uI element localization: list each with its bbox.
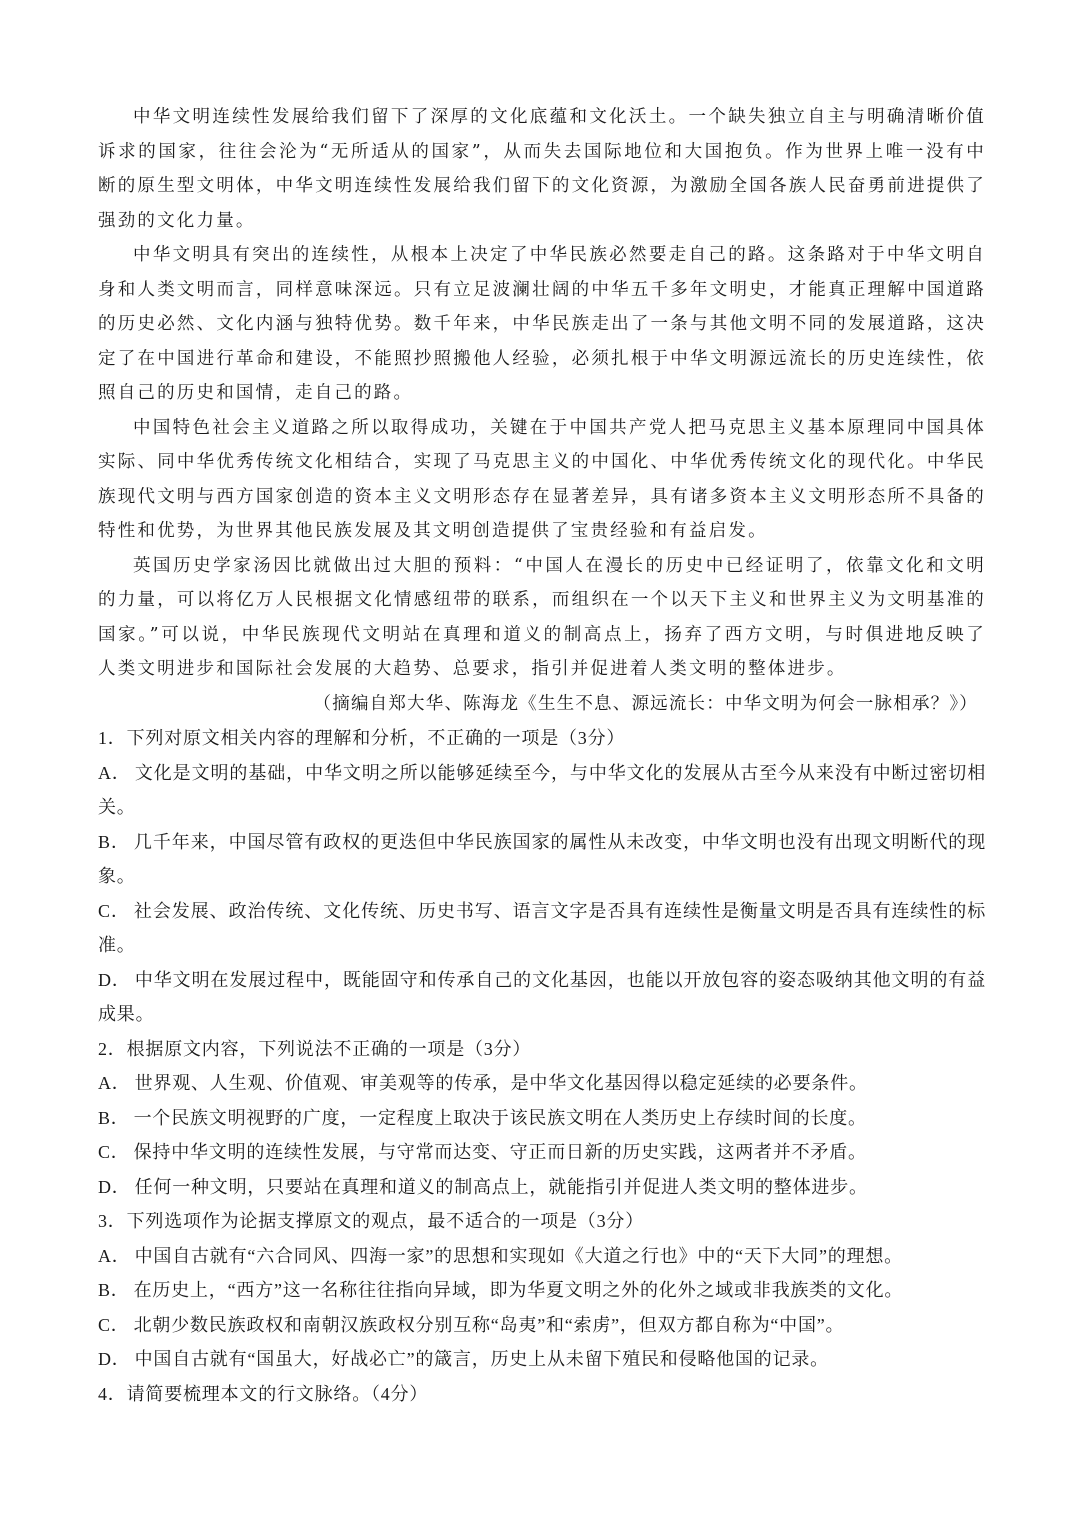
option-text: 中国自古就有“六合同风、四海一家”的思想和实现如《大道之行也》中的“天下大同”的理想。: [134, 1245, 903, 1266]
question-block: [98, 721, 986, 1411]
question-1: [98, 721, 986, 1032]
question-2: [98, 1032, 986, 1205]
question-stem: 4．请简要梳理本文的行文脉络。（4分）: [98, 1383, 429, 1404]
answer-option: [98, 1273, 986, 1308]
option-text: 中华文明在发展过程中，既能固守和传承自己的文化基因，也能以开放包容的姿态吸纳其他文明的有益成果。: [98, 969, 986, 1024]
passage-paragraph: 中华文明具有突出的连续性，从根本上决定了中华民族必然要走自己的路。这条路对于中华文明自身和人类文明而言，同样意味深远。只有立足波澜壮阔的中华五千多年文明史，才能真正理解中国道路的历史必然、文化内涵与独特优势。数千年来，中华民族走出了一条与其他文明不同的发展道路，这决定了在中国进行革命和建设，不能照抄照搬他人经验，必须扎根于中华文明源远流长的历史连续性，依照自己的历史和国情，走自己的路。: [98, 245, 986, 403]
option-label: D．: [98, 969, 131, 990]
option-text: 中国自古就有“国虽大，好战必亡”的箴言，历史上从未留下殖民和侵略他国的记录。: [134, 1349, 829, 1369]
answer-option: [98, 756, 986, 825]
question-stem: 3．下列选项作为论据支撑原文的观点，最不适合的一项是（3分）: [98, 1211, 644, 1231]
answer-option: [98, 1308, 986, 1343]
passage: [98, 100, 986, 721]
answer-option: [98, 1101, 986, 1136]
option-label: D．: [98, 1349, 131, 1369]
option-label: B．: [98, 831, 130, 852]
answer-option: [98, 894, 986, 963]
question-stem: 2．根据原文内容，下列说法不正确的一项是（3分）: [98, 1038, 532, 1059]
question-stem: 1．下列对原文相关内容的理解和分析，不正确的一项是（3分）: [98, 728, 626, 748]
answer-option: [98, 1239, 986, 1274]
option-text: 社会发展、政治传统、文化传统、历史书写、语言文字是否具有连续性是衡量文明是否具有连续性的标准。: [98, 900, 986, 955]
answer-option: [98, 963, 986, 1032]
option-label: A．: [98, 1245, 131, 1266]
answer-option: [98, 1135, 986, 1170]
answer-option: [98, 825, 986, 894]
option-text: 世界观、人生观、价值观、审美观等的传承，是中华文化基因得以稳定延续的必要条件。: [134, 1073, 868, 1093]
option-text: 几千年来，中国尽管有政权的更迭但中华民族国家的属性从未改变，中华文明也没有出现文明断代的现象。: [98, 831, 986, 886]
answer-option: [98, 1342, 986, 1377]
option-label: C．: [98, 1314, 130, 1335]
option-label: C．: [98, 900, 130, 921]
passage-paragraph: 中国特色社会主义道路之所以取得成功，关键在于中国共产党人把马克思主义基本原理同中国具体实际、同中华优秀传统文化相结合，实现了马克思主义的中国化、中华优秀传统文化的现代化。中华民族现代文明与西方国家创造的资本主义文明形态存在显著差异，具有诸多资本主义文明形态所不具备的特性和优势，为世界其他民族发展及其文明创造提供了宝贵经验和有益启发。: [98, 417, 986, 541]
passage-paragraph: 英国历史学家汤因比就做出过大胆的预料：“中国人在漫长的历史中已经证明了，依靠文化和文明的力量，可以将亿万人民根据文化情感纽带的联系，而组织在一个以天下主义和世界主义为文明基准的国家。”可以说，中华民族现代文明站在真理和道义的制高点上，扬弃了西方文明，与时俱进地反映了人类文明进步和国际社会发展的大趋势、总要求，指引并促进着人类文明的整体进步。: [98, 555, 986, 679]
answer-option: [98, 1170, 986, 1205]
option-text: 北朝少数民族政权和南朝汉族政权分别互称“岛夷”和“索虏”，但双方都自称为“中国”。: [133, 1314, 845, 1335]
option-text: 文化是文明的基础，中华文明之所以能够延续至今，与中华文化的发展从古至今从来没有中断过密切相关。: [98, 762, 986, 817]
question-3: [98, 1204, 986, 1377]
document-page: [98, 100, 986, 1411]
option-label: B．: [98, 1107, 130, 1128]
passage-source: （摘编自郑大华、陈海龙《生生不息、源远流长：中华文明为何会一脉相承？》）: [313, 693, 978, 714]
answer-option: [98, 1066, 986, 1101]
option-label: D．: [98, 1176, 131, 1197]
option-label: A．: [98, 1073, 131, 1093]
option-label: A．: [98, 762, 131, 783]
passage-paragraph: 中华文明连续性发展给我们留下了深厚的文化底蕴和文化沃土。一个缺失独立自主与明确清晰价值诉求的国家，往往会沦为“无所适从的国家”，从而失去国际地位和大国抱负。作为世界上唯一没有中断的原生型文明体，中华文明连续性发展给我们留下的文化资源，为激励全国各族人民奋勇前进提供了强劲的文化力量。: [98, 107, 986, 231]
option-text: 保持中华文明的连续性发展，与守常而达变、守正而日新的历史实践，这两者并不矛盾。: [133, 1142, 867, 1162]
option-text: 一个民族文明视野的广度，一定程度上取决于该民族文明在人类历史上存续时间的长度。: [133, 1107, 867, 1128]
option-text: 在历史上，“西方”这一名称往往指向异域，即为华夏文明之外的化外之域或非我族类的文化。: [133, 1280, 904, 1300]
question-4: [98, 1377, 986, 1412]
option-text: 任何一种文明，只要站在真理和道义的制高点上，就能指引并促进人类文明的整体进步。: [134, 1176, 868, 1197]
option-label: B．: [98, 1280, 130, 1300]
option-label: C．: [98, 1142, 130, 1162]
